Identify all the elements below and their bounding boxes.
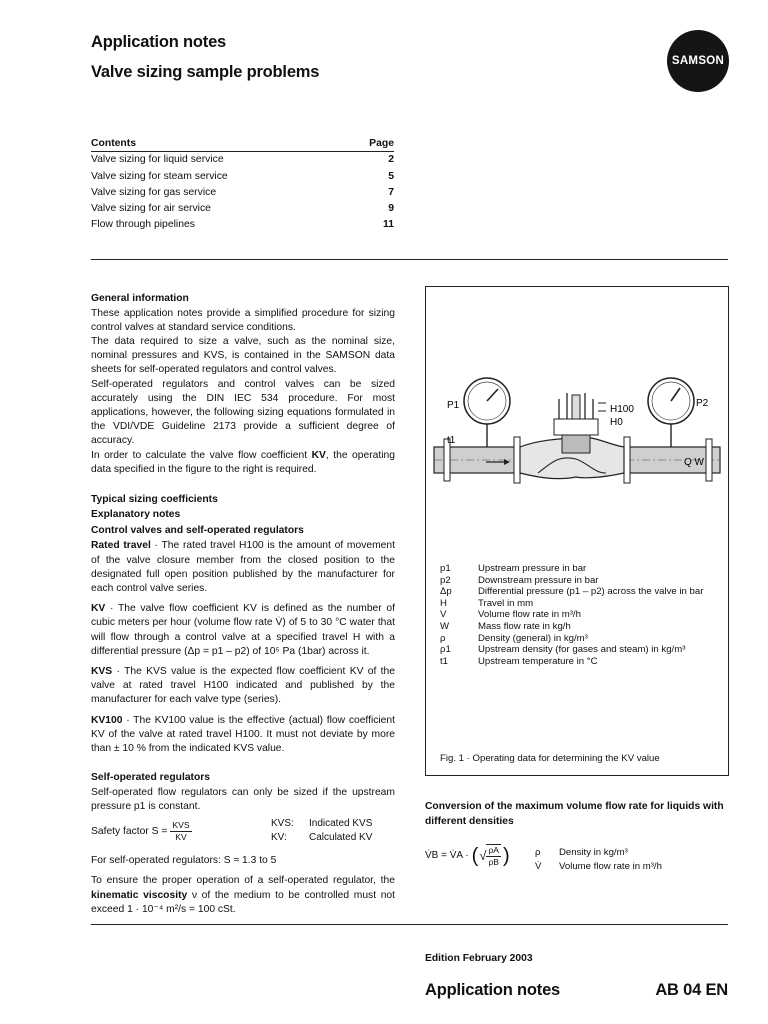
- kv-paragraph: KV · The valve flow coefficient KV is defined as the number of cubic meters per hour (volume flow rate V̇) of 5 to 30 °C water that will flow through a control valve at a specified travel H with a differential pressure (Δp = p1 – p2) of 10⁵ Pa (1bar) across it.: [91, 603, 395, 657]
- control-valves-heading: Control valves and self-operated regulators: [91, 524, 304, 536]
- legend-item: V Volume flow rate in m³/h: [440, 609, 581, 621]
- document-code: AB 04 EN: [655, 981, 728, 999]
- conversion-legend: [535, 846, 725, 874]
- top-divider: [91, 259, 728, 260]
- left-column: [91, 291, 395, 917]
- kvs-paragraph: KVS · The KVS value is the expected flow coefficient KV of the valve at rated travel H100 indicated and published by the manufacturer for each valve type (series).: [91, 666, 395, 706]
- general-paragraph: Self-operated regulators and control valves can be sized accurately using the DIN IEC 534 procedure. For most applications, however, the following sizing equations formulated in the VDI/VDE Guideline 2173 provide a sufficient degree of accuracy.: [91, 378, 395, 447]
- regulators-heading: Self-operated regulators: [91, 772, 211, 784]
- bottom-divider: [91, 924, 728, 925]
- legend-item: W Mass flow rate in kg/h: [440, 620, 571, 632]
- rated-travel-paragraph: Rated travel · The rated travel H100 is the amount of movement of the valve closure member from the closed position to the designated full open position published by the manufacturer for each control valve series.: [91, 540, 395, 595]
- pressure-gauge-p1: [464, 378, 510, 453]
- safety-legend: KVS: Indicated KVS KV: Calculated KV: [271, 818, 373, 844]
- legend-item: ρ1 Upstream density (for gases and steam) in kg/m³: [440, 644, 686, 656]
- valve-diagram: [426, 287, 728, 557]
- toc-item: Valve sizing for steam service 5: [91, 170, 394, 182]
- table-of-contents: [91, 136, 394, 234]
- label-p1: P1: [447, 400, 460, 411]
- safety-factor-formula: Safety factor S = KVS KV KVS: Indicated KVS KV: Calculated KV: [91, 816, 395, 846]
- regulators-range: For self-operated regulators: S ≈ 1.3 to 5: [91, 855, 277, 867]
- kv100-paragraph: KV100 · The KV100 value is the effective (actual) flow coefficient KV of the valve at rated travel H100. It must not deviate by more than ± 10 % from the indicated KVS value.: [91, 714, 395, 755]
- general-heading: General information: [91, 293, 189, 304]
- page-title: Application notes: [91, 33, 227, 51]
- samson-logo: SAMSON: [667, 30, 729, 92]
- figure-legend: [440, 563, 724, 667]
- label-p2: P2: [696, 398, 709, 409]
- legend-item: p1 Upstream pressure in bar: [440, 563, 587, 574]
- valve-body: [520, 393, 624, 479]
- label-t1: t1: [447, 435, 456, 446]
- notes-heading: Explanatory notes: [91, 509, 181, 521]
- density-ratio: ρA ρB: [488, 845, 499, 867]
- legend-item: t1 Upstream temperature in °C: [440, 655, 598, 667]
- toc-item: Flow through pipelines 11: [91, 219, 394, 231]
- conversion-formula: V̇B = V̇A · ( √ ρA ρB ): [425, 844, 510, 867]
- legend-item: H Travel in mm: [440, 597, 534, 609]
- pressure-gauge-p2: [648, 378, 694, 453]
- toc-item: Valve sizing for air service 9: [91, 203, 394, 215]
- regulators-paragraph: Self-operated flow regulators can only be sized if the upstream pressure p1 is constant.: [91, 786, 395, 812]
- legend-item: ρ Density (general) in kg/m³: [440, 632, 588, 644]
- legend-item: Δp Differential pressure (p1 – p2) across the valve in bar: [440, 586, 704, 598]
- viscosity-paragraph: To ensure the proper operation of a self-operated regulator, the kinematic viscosity ν of the medium to be controlled must not exceed 1 · 10⁻⁴ m²/s = 100 cSt.: [91, 875, 396, 915]
- footer-title: Application notes: [425, 981, 561, 999]
- general-paragraph: The data required to size a valve, such as the nominal size, nominal pressures and KVS, is contained in the SAMSON data sheets for self-operated regulators and control valves.: [91, 335, 395, 376]
- legend-item: ρ Density in kg/m³: [535, 847, 628, 858]
- toc-item: Valve sizing for gas service 7: [91, 186, 394, 198]
- toc-header: Contents Page: [91, 138, 394, 149]
- legend-item: p2 Downstream pressure in bar: [440, 574, 599, 586]
- label-h0: H0: [610, 417, 623, 428]
- toc-item: Valve sizing for liquid service 2: [91, 154, 394, 166]
- conversion-heading: Conversion of the maximum volume flow rate for liquids with different densities: [425, 801, 724, 827]
- edition-text: Edition February 2003: [425, 953, 533, 964]
- legend-item: V̇ Volume flow rate in m³/h: [535, 861, 662, 872]
- coefficients-heading: Typical sizing coefficients: [91, 493, 218, 505]
- general-paragraph: In order to calculate the valve flow coefficient KV, the operating data specified in the figure to the right is required.: [91, 449, 395, 475]
- label-h100: H100: [610, 404, 634, 415]
- general-paragraph: These application notes provide a simplified procedure for sizing control valves at standard service conditions.: [91, 307, 395, 333]
- page-subtitle: Valve sizing sample problems: [91, 63, 320, 81]
- figure-box: [425, 286, 729, 776]
- figure-caption: Fig. 1 · Operating data for determining the KV value: [440, 753, 660, 764]
- label-qw: Q W: [684, 457, 704, 468]
- safety-fraction: KVS KV: [172, 819, 190, 842]
